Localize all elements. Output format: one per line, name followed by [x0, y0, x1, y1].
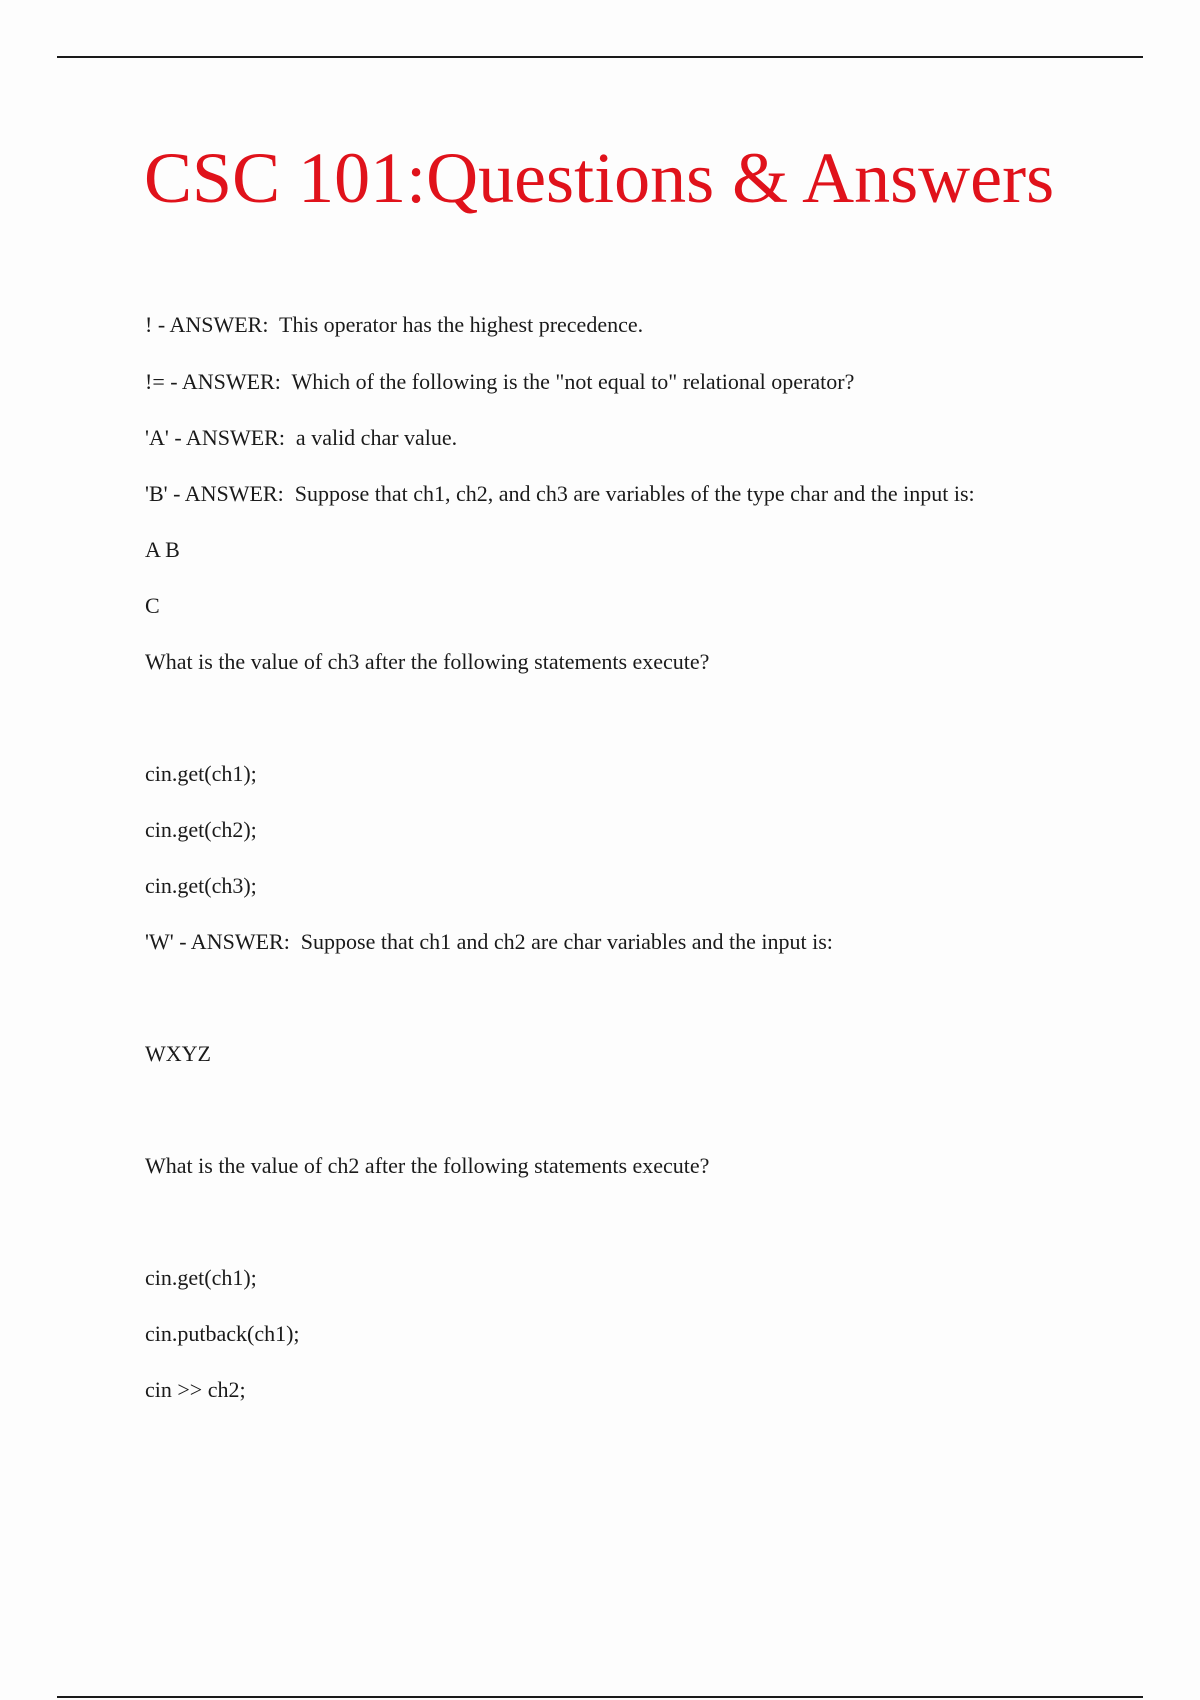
qa-line-8: 'W' - ANSWER: Suppose that ch1 and ch2 are char variables and the input is:	[145, 929, 833, 954]
qa-line-1: ! - ANSWER: This operator has the highest precedence.	[145, 312, 644, 337]
qa-line-6: C	[145, 593, 160, 618]
code-line-5: cin.putback(ch1);	[145, 1321, 300, 1346]
qa-line-5: A B	[145, 537, 180, 562]
bottom-rule	[57, 1696, 1143, 1698]
code-line-1: cin.get(ch1);	[145, 761, 257, 786]
code-line-2: cin.get(ch2);	[145, 817, 257, 842]
qa-line-2: != - ANSWER: Which of the following is the "not equal to" relational operator?	[145, 369, 855, 394]
qa-line-3: 'A' - ANSWER: a valid char value.	[145, 425, 458, 450]
qa-line-4: 'B' - ANSWER: Suppose that ch1, ch2, and ch3 are variables of the type char and the input is:	[145, 481, 975, 506]
top-rule	[57, 56, 1143, 58]
qa-line-7: What is the value of ch3 after the following statements execute?	[145, 649, 710, 674]
qa-line-9: WXYZ	[145, 1041, 211, 1066]
qa-line-10: What is the value of ch2 after the following statements execute?	[145, 1153, 710, 1178]
code-line-4: cin.get(ch1);	[145, 1265, 257, 1290]
document-title: CSC 101:Questions & Answers	[144, 138, 1055, 218]
code-line-3: cin.get(ch3);	[145, 873, 257, 898]
code-line-6: cin >> ch2;	[145, 1377, 246, 1402]
